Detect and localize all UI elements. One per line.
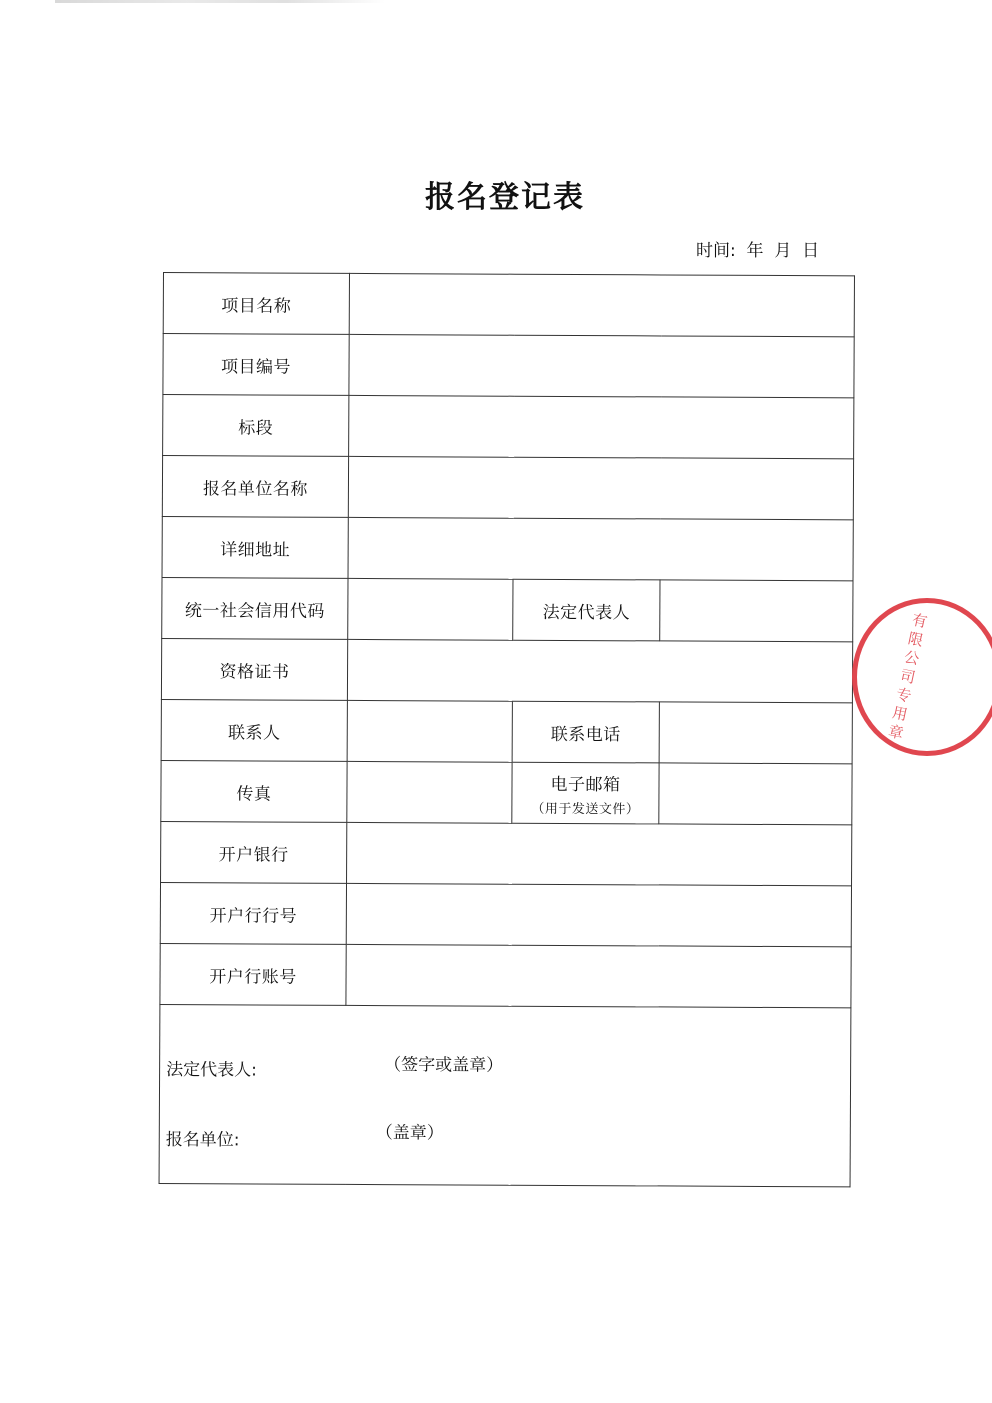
phone-field[interactable] (659, 702, 852, 764)
unit-seal-row (165, 1123, 444, 1151)
table-row (162, 577, 853, 641)
email-label-cell (512, 762, 659, 824)
legal-rep-field[interactable] (660, 580, 853, 642)
address-label: 详细地址 (162, 516, 348, 578)
legal-rep-signature-row (166, 1055, 504, 1081)
page-title: 报名登记表 (425, 180, 585, 215)
email-label: 电子邮箱 (550, 774, 621, 795)
table-row (161, 821, 852, 885)
table-row (161, 699, 852, 763)
project-number-label: 项目编号 (163, 334, 349, 396)
qualification-label: 资格证书 (161, 638, 347, 700)
fax-label: 传真 (161, 760, 347, 822)
bank-label: 开户银行 (161, 821, 347, 883)
section-field[interactable] (349, 395, 854, 458)
table-row (161, 638, 852, 702)
table-row (160, 943, 851, 1007)
unit-seal-label: 报名单位: (165, 1130, 240, 1151)
address-field[interactable] (348, 517, 853, 580)
phone-label: 联系电话 (512, 701, 659, 763)
qualification-field[interactable] (347, 639, 852, 702)
table-row (160, 882, 851, 946)
contact-label: 联系人 (161, 699, 347, 761)
legal-rep-signature-label: 法定代表人: (166, 1060, 257, 1081)
table-row (163, 395, 854, 459)
registration-form-table (159, 272, 855, 1187)
credit-code-field[interactable] (348, 578, 513, 640)
project-name-field[interactable] (349, 273, 854, 336)
applicant-name-label: 报名单位名称 (162, 456, 348, 518)
table-row (161, 760, 852, 824)
bank-field[interactable] (347, 822, 852, 885)
legal-rep-label: 法定代表人 (513, 579, 660, 641)
email-field[interactable] (659, 763, 852, 825)
official-seal-text: 有限公司专用章 (886, 610, 929, 743)
scan-edge-mark (55, 0, 385, 3)
legal-rep-signature-hint: （签字或盖章） (384, 1055, 504, 1076)
bank-code-field[interactable] (346, 883, 851, 946)
bank-account-label: 开户行账号 (160, 943, 346, 1005)
applicant-name-field[interactable] (348, 456, 853, 519)
email-note: （用于发送文件） (531, 801, 640, 817)
signature-area[interactable] (159, 1004, 851, 1186)
contact-field[interactable] (347, 700, 512, 762)
section-label: 标段 (163, 395, 349, 457)
project-number-field[interactable] (349, 334, 854, 397)
credit-code-label: 统一社会信用代码 (162, 577, 348, 639)
table-row (162, 456, 853, 520)
table-row (163, 273, 854, 337)
fax-field[interactable] (347, 761, 512, 823)
bank-code-label: 开户行行号 (160, 882, 346, 944)
table-row (163, 334, 854, 398)
bank-account-field[interactable] (346, 944, 851, 1007)
table-row (162, 516, 853, 580)
date-line: 时间: 年 月 日 (696, 241, 820, 261)
unit-seal-hint: （盖章） (375, 1123, 444, 1144)
table-row (159, 1004, 851, 1186)
project-name-label: 项目名称 (163, 273, 349, 335)
